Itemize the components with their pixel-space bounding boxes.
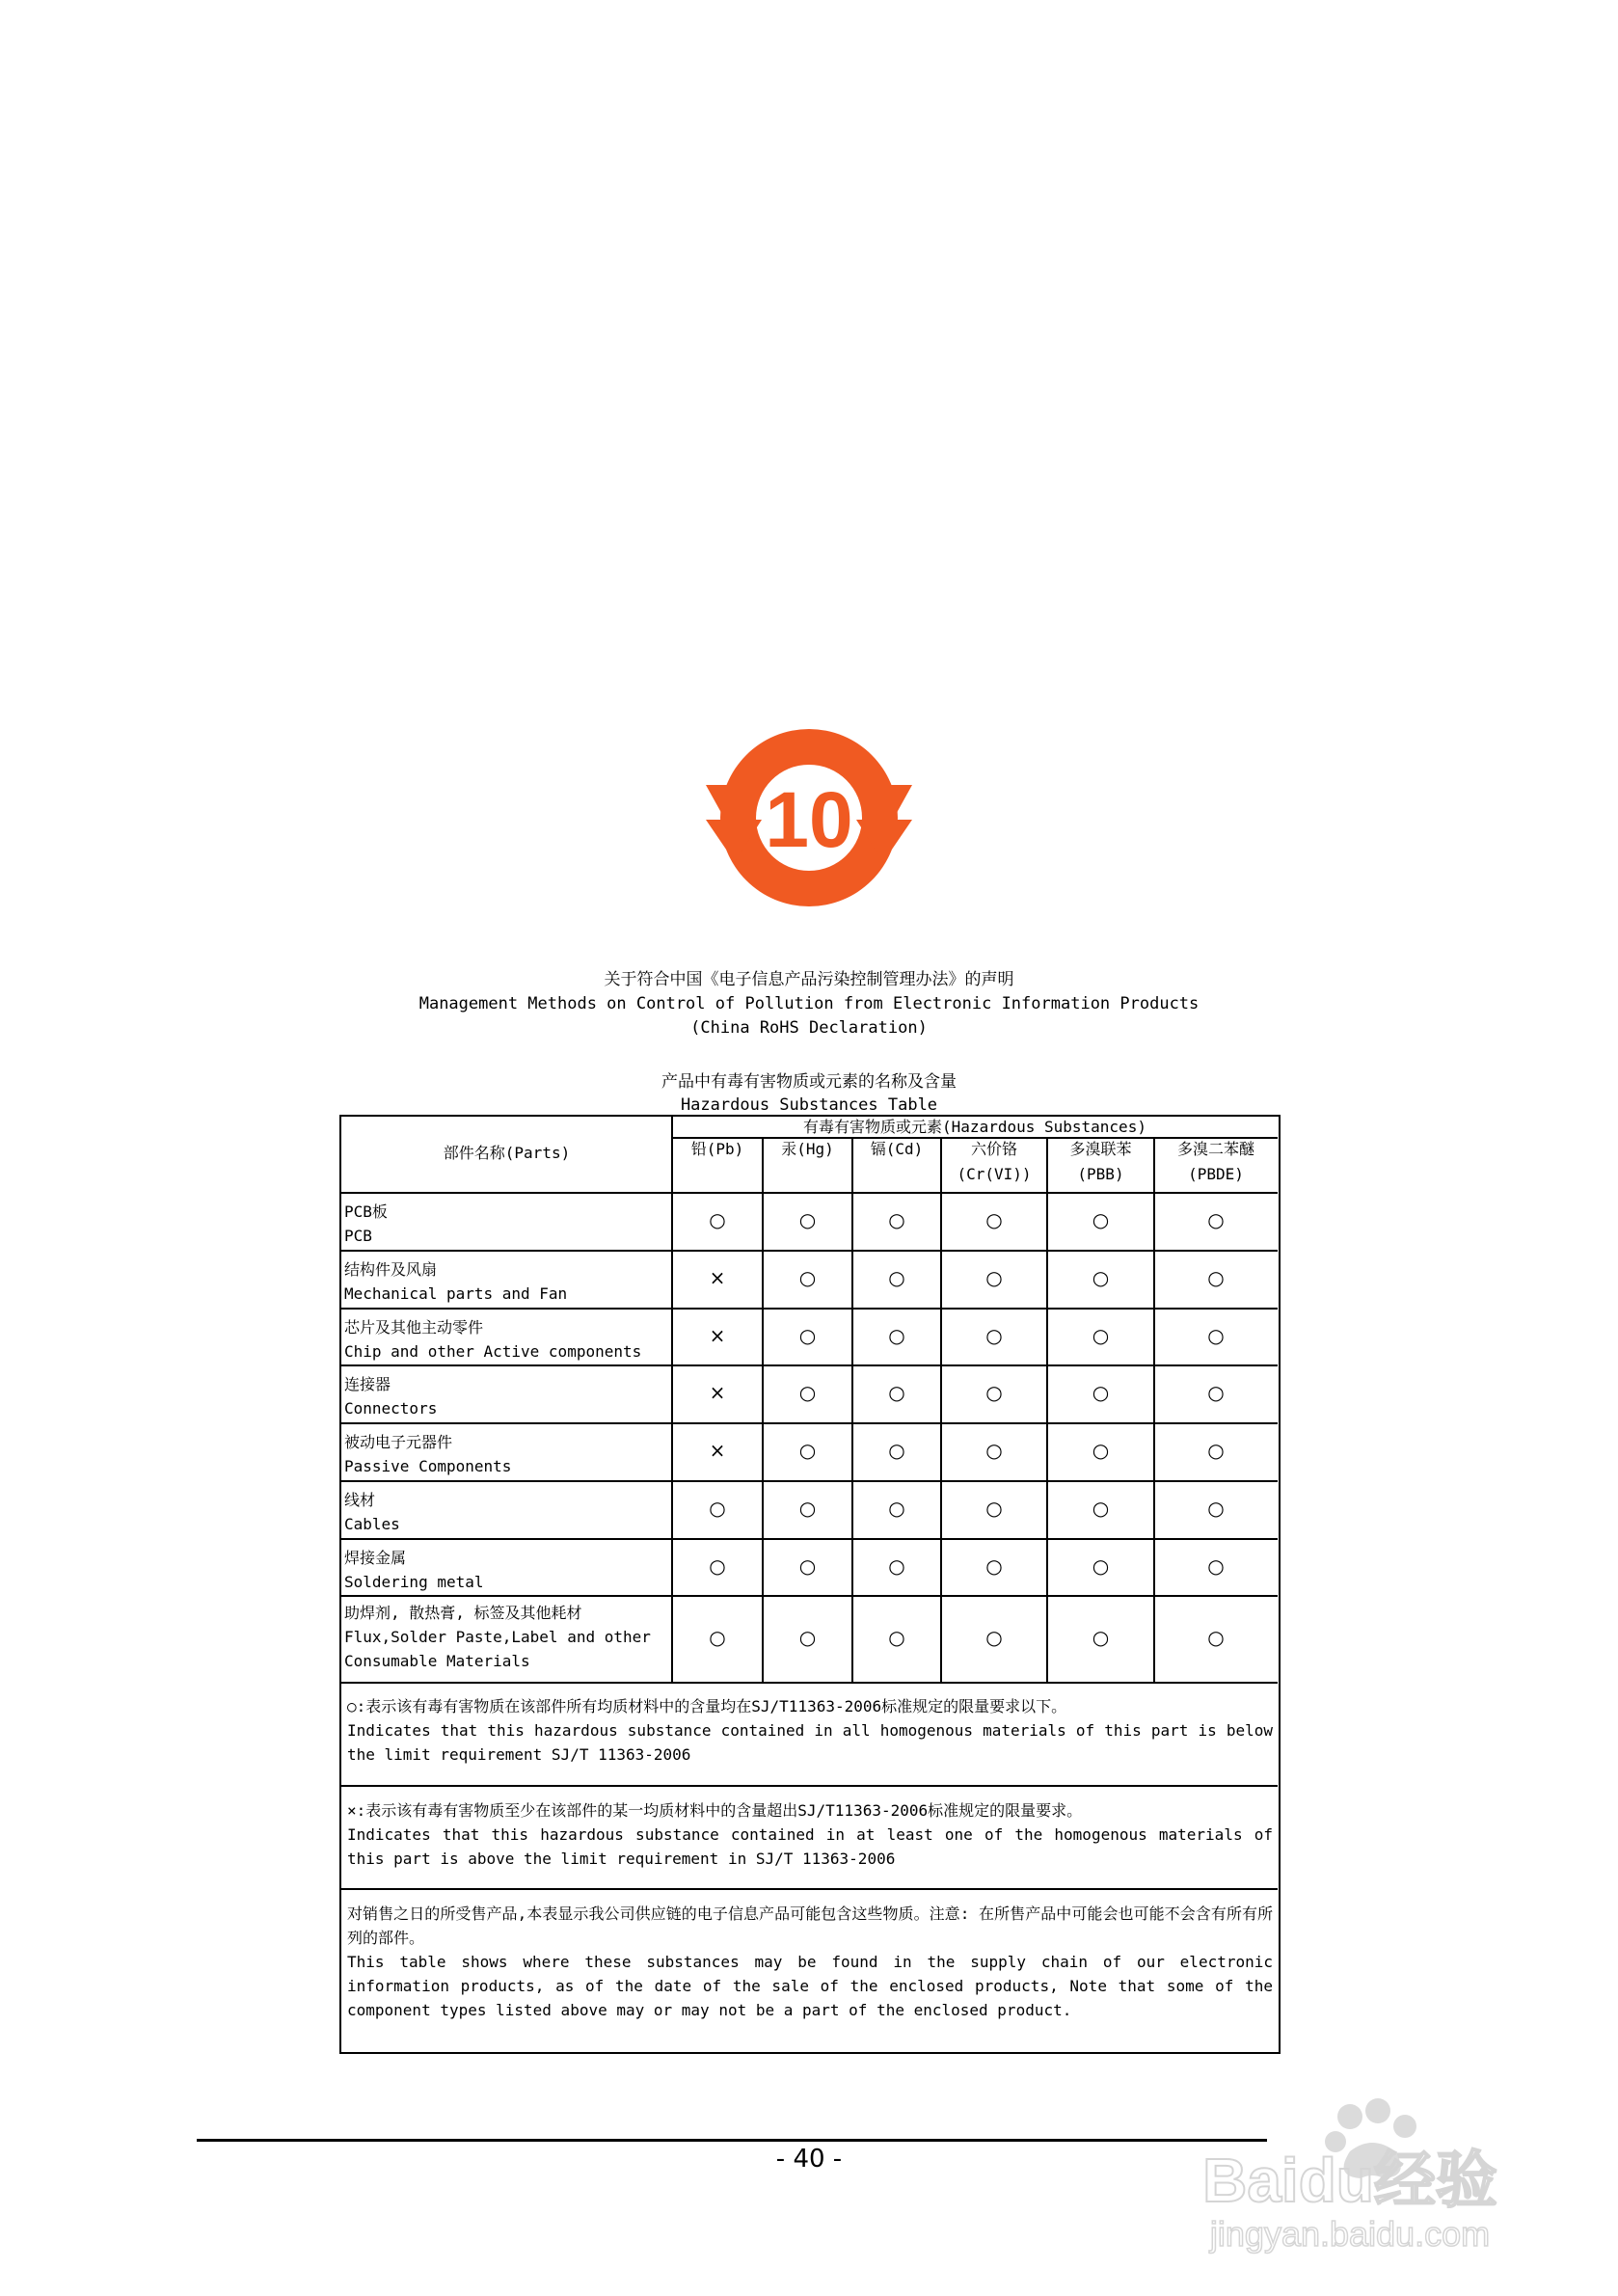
part-name-en: Consumable Materials xyxy=(344,1652,530,1670)
table-rule xyxy=(341,1364,1278,1366)
part-name-zh: PCB板 xyxy=(344,1202,388,1221)
substance-mark: ○ xyxy=(1092,1381,1110,1404)
substance-mark: ○ xyxy=(709,1626,726,1649)
table-rule xyxy=(671,1117,673,1683)
table-rule xyxy=(940,1137,942,1683)
substance-mark: ○ xyxy=(798,1208,817,1231)
table-title-zh: 产品中有毒有害物质或元素的名称及含量 xyxy=(661,1072,957,1092)
table-rule xyxy=(1153,1137,1155,1683)
substance-mark: ○ xyxy=(888,1323,905,1347)
substance-mark: ○ xyxy=(1092,1266,1110,1289)
part-name-zh: 助焊剂, 散热膏, 标签及其他耗材 xyxy=(344,1604,582,1622)
substance-mark: ○ xyxy=(1207,1626,1225,1649)
substance-mark: ○ xyxy=(1092,1439,1110,1462)
substance-mark: × xyxy=(709,1381,726,1404)
legend-note-zh: 对销售之日的所受售产品,本表显示我公司供应链的电子信息产品可能包含这些物质。注意: 在所售产品中可能会也可能不会含有所有所列的部件。 xyxy=(347,1904,1273,1947)
substance-mark: ○ xyxy=(985,1381,1003,1404)
substance-mark: ○ xyxy=(709,1497,726,1520)
substance-mark: ○ xyxy=(798,1323,817,1347)
substance-mark: ○ xyxy=(1092,1323,1110,1347)
substance-mark: ○ xyxy=(1207,1266,1225,1289)
substance-mark: ○ xyxy=(1092,1497,1110,1520)
substance-mark: ○ xyxy=(1207,1553,1225,1578)
page-number: - 40 - xyxy=(775,2145,843,2174)
legend-note-en: Indicates that this hazardous substance contained in at least one of the homogenous materials of this part is above the limit requirement in SJ/T 11363-2006 xyxy=(347,1825,1273,1868)
substance-mark: ○ xyxy=(888,1381,905,1404)
substance-mark: × xyxy=(709,1439,726,1462)
legend-note-en: This table shows where these substances may be found in the supply chain of our electronic information products, as of the date of the sale of the enclosed products, Note that some of the component types listed above may or may not be a part of the enclosed product. xyxy=(347,1953,1273,2019)
substance-mark: ○ xyxy=(1207,1497,1225,1520)
part-name-en: Mechanical parts and Fan xyxy=(344,1284,568,1303)
substance-header: 六价铬 xyxy=(970,1140,1017,1158)
part-name-en: Connectors xyxy=(344,1399,438,1418)
substance-mark: ○ xyxy=(798,1626,817,1649)
footer-rule xyxy=(197,2139,1267,2142)
substance-mark: ○ xyxy=(1092,1626,1110,1649)
substance-mark: ○ xyxy=(798,1497,817,1520)
legend-note-zh: ×:表示该有毒有害物质至少在该部件的某一均质材料中的含量超出SJ/T11363-2006标准规定的限量要求。 xyxy=(347,1801,1083,1820)
logo-number: 10 xyxy=(765,776,853,864)
substance-mark: ○ xyxy=(1207,1439,1225,1462)
part-name-en: Flux,Solder Paste,Label and other xyxy=(344,1628,651,1646)
part-name-zh: 芯片及其他主动零件 xyxy=(344,1318,484,1337)
declaration-title-en: Management Methods on Control of Pollution from Electronic Information Products xyxy=(418,994,1200,1013)
legend-note xyxy=(347,1798,1273,1871)
table-header-parts: 部件名称(Parts) xyxy=(443,1144,571,1162)
table-rule xyxy=(341,1682,1278,1684)
declaration-subtitle: (China RoHS Declaration) xyxy=(690,1018,928,1038)
substance-header-en: (PBDE) xyxy=(1188,1165,1244,1183)
substance-header: 镉(Cd) xyxy=(870,1140,924,1158)
part-name-en: PCB xyxy=(344,1227,372,1245)
part-name-zh: 线材 xyxy=(344,1491,376,1509)
substance-mark: × xyxy=(709,1323,726,1347)
substance-mark: ○ xyxy=(1092,1553,1110,1578)
part-name-zh: 焊接金属 xyxy=(344,1549,407,1567)
substance-mark: × xyxy=(709,1266,726,1289)
substance-mark: ○ xyxy=(985,1208,1003,1231)
legend-note-zh: ○:表示该有毒有害物质在该部件所有均质材料中的含量均在SJ/T11363-2006标准规定的限量要求以下。 xyxy=(347,1697,1067,1715)
table-rule xyxy=(341,1422,1278,1424)
substance-header: 多溴二苯醚 xyxy=(1176,1140,1254,1158)
substance-header: 汞(Hg) xyxy=(781,1140,834,1158)
table-rule xyxy=(341,1595,1278,1597)
substance-mark: ○ xyxy=(1092,1208,1110,1231)
part-name-en: Soldering metal xyxy=(344,1573,484,1591)
legend-note xyxy=(347,1694,1273,1767)
substance-mark: ○ xyxy=(985,1497,1003,1520)
substance-header-en: (Cr(VI)) xyxy=(957,1165,1032,1183)
table-rule xyxy=(762,1137,764,1683)
watermark-url: jingyan.baidu.com xyxy=(1209,2214,1491,2254)
table-rule xyxy=(341,1888,1278,1890)
substance-header: 铅(Pb) xyxy=(690,1140,744,1158)
substance-mark: ○ xyxy=(709,1208,726,1231)
table-rule xyxy=(341,1192,1278,1194)
substance-mark: ○ xyxy=(888,1439,905,1462)
substance-mark: ○ xyxy=(888,1208,905,1231)
table-rule xyxy=(341,1480,1278,1482)
substance-mark: ○ xyxy=(1207,1381,1225,1404)
substance-mark: ○ xyxy=(985,1323,1003,1347)
table-title-en: Hazardous Substances Table xyxy=(680,1095,938,1115)
substance-mark: ○ xyxy=(985,1626,1003,1649)
substance-mark: ○ xyxy=(709,1553,726,1578)
table-rule xyxy=(341,1308,1278,1310)
substance-mark: ○ xyxy=(888,1626,905,1649)
substance-header: 多溴联苯 xyxy=(1069,1140,1132,1158)
table-header-group: 有毒有害物质或元素(Hazardous Substances) xyxy=(803,1118,1146,1136)
baidu-watermark xyxy=(1152,2088,1548,2256)
substance-mark: ○ xyxy=(985,1553,1003,1578)
substance-mark: ○ xyxy=(888,1266,905,1289)
legend-note xyxy=(347,1902,1273,2022)
substance-mark: ○ xyxy=(888,1553,905,1578)
part-name-zh: 连接器 xyxy=(344,1375,391,1393)
hazardous-substances-table xyxy=(339,1115,1281,2054)
substance-mark: ○ xyxy=(888,1497,905,1520)
legend-note-en: Indicates that this hazardous substance contained in all homogenous materials of this part is below the limit requirement SJ/T 11363-2006 xyxy=(347,1721,1273,1764)
svg-text:Baidu经验: Baidu经验 xyxy=(1202,2146,1497,2215)
table-rule xyxy=(341,1250,1278,1252)
substance-mark: ○ xyxy=(798,1266,817,1289)
part-name-zh: 结构件及风扇 xyxy=(344,1260,438,1279)
substance-mark: ○ xyxy=(985,1439,1003,1462)
part-name-zh: 被动电子元器件 xyxy=(344,1433,453,1451)
substance-mark: ○ xyxy=(985,1266,1003,1289)
part-name-en: Cables xyxy=(344,1515,400,1533)
table-rule xyxy=(341,1785,1278,1787)
table-rule xyxy=(1046,1137,1048,1683)
part-name-en: Passive Components xyxy=(344,1457,512,1475)
part-name-en: Chip and other Active components xyxy=(344,1342,642,1361)
substance-mark: ○ xyxy=(1207,1208,1225,1231)
substance-mark: ○ xyxy=(798,1439,817,1462)
substance-mark: ○ xyxy=(798,1553,817,1578)
table-rule xyxy=(851,1137,853,1683)
substance-mark: ○ xyxy=(798,1381,817,1404)
declaration-title-zh: 关于符合中国《电子信息产品污染控制管理办法》的声明 xyxy=(604,970,1014,989)
china-rohs-10-logo xyxy=(702,725,916,910)
substance-mark: ○ xyxy=(1207,1323,1225,1347)
table-rule xyxy=(341,1538,1278,1540)
substance-header-en: (PBB) xyxy=(1077,1165,1124,1183)
